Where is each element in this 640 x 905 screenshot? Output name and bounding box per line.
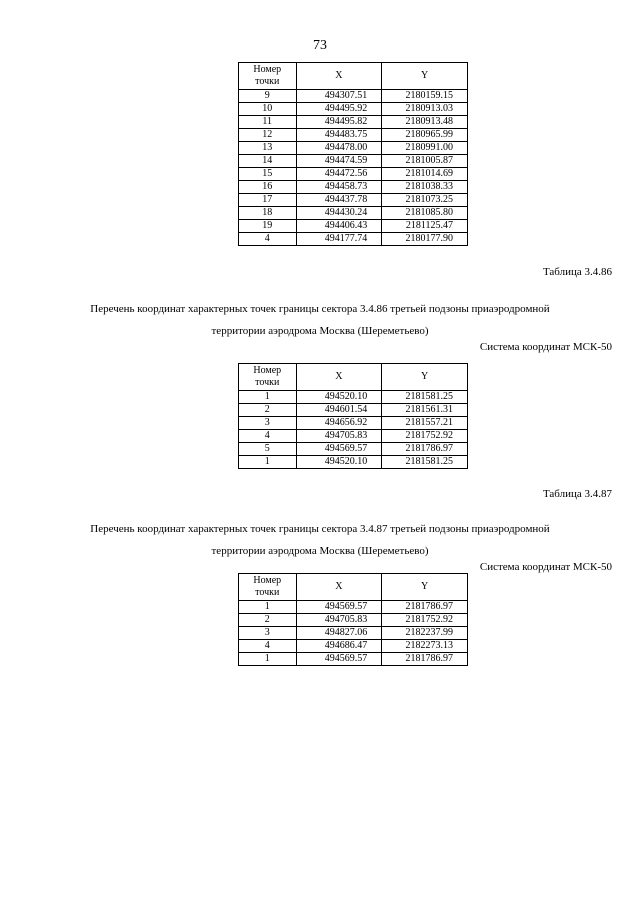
page-number: 73 [313,38,327,53]
table-body [239,90,468,246]
header-point-number [239,574,297,601]
cell-point-number: 4 [239,640,297,653]
table-caption-3-4-86 [0,298,640,342]
header-point-number [239,364,297,391]
table-caption-3-4-87 [0,518,640,562]
cell-point-number: 4 [239,430,297,443]
cell-point-number: 1 [239,456,297,469]
header-y: Y [382,63,468,90]
table-row [239,168,468,181]
table-row [239,207,468,220]
cell-x: 494569.57 [296,443,382,456]
header-point-number-line2: точки [255,76,280,87]
cell-y: 2181014.69 [382,168,468,181]
table-row [239,391,468,404]
coordinates-table-continuation [238,62,468,246]
table-header-row [239,63,468,90]
cell-x: 494569.57 [296,601,382,614]
table-row [239,627,468,640]
cell-y: 2181561.31 [382,404,468,417]
table-row [239,181,468,194]
cell-y: 2181581.25 [382,456,468,469]
cell-point-number: 14 [239,155,297,168]
table-label-3-4-86: Таблица 3.4.86 [542,266,612,278]
header-point-number-line1: Номер [253,575,282,586]
cell-point-number: 5 [239,443,297,456]
table-row [239,116,468,129]
cell-y: 2181786.97 [382,601,468,614]
table-row [239,90,468,103]
cell-x: 494569.57 [296,653,382,666]
table-row [239,601,468,614]
cell-x: 494686.47 [296,640,382,653]
cell-point-number: 1 [239,653,297,666]
cell-x: 494705.83 [296,430,382,443]
table-row [239,103,468,116]
table-row [239,129,468,142]
cell-point-number: 13 [239,142,297,155]
table-row [239,417,468,430]
header-x: X [296,63,382,90]
cell-y: 2182237.99 [382,627,468,640]
header-y: Y [382,574,468,601]
coordinate-system-label: Система координат МСК-50 [479,561,612,573]
cell-x: 494406.43 [296,220,382,233]
cell-y: 2180991.00 [382,142,468,155]
cell-y: 2182273.13 [382,640,468,653]
cell-point-number: 15 [239,168,297,181]
cell-x: 494478.00 [296,142,382,155]
cell-x: 494520.10 [296,456,382,469]
table-row [239,142,468,155]
cell-x: 494437.78 [296,194,382,207]
cell-point-number: 2 [239,404,297,417]
header-point-number-line1: Номер [253,64,282,75]
cell-x: 494495.82 [296,116,382,129]
cell-y: 2181786.97 [382,653,468,666]
caption-line-1: Перечень координат характерных точек границы сектора 3.4.86 третьей подзоны приаэродромной [90,303,550,315]
coordinates-table-3-4-86 [238,363,468,469]
cell-point-number: 3 [239,417,297,430]
cell-y: 2180159.15 [382,90,468,103]
table-row [239,443,468,456]
table-row [239,233,468,246]
cell-x: 494520.10 [296,391,382,404]
cell-point-number: 12 [239,129,297,142]
cell-point-number: 9 [239,90,297,103]
cell-point-number: 4 [239,233,297,246]
cell-x: 494483.75 [296,129,382,142]
cell-point-number: 1 [239,391,297,404]
cell-point-number: 19 [239,220,297,233]
header-y: Y [382,364,468,391]
cell-y: 2181073.25 [382,194,468,207]
caption-line-2: территории аэродрома Москва (Шереметьево) [211,545,429,557]
cell-point-number: 18 [239,207,297,220]
cell-y: 2181125.47 [382,220,468,233]
cell-x: 494177.74 [296,233,382,246]
table-row [239,155,468,168]
header-point-number-line2: точки [255,587,280,598]
header-x: X [296,574,382,601]
cell-y: 2181581.25 [382,391,468,404]
cell-y: 2181752.92 [382,430,468,443]
cell-x: 494472.56 [296,168,382,181]
table-row [239,430,468,443]
table-body [239,391,468,469]
header-x: X [296,364,382,391]
caption-line-1: Перечень координат характерных точек границы сектора 3.4.87 третьей подзоны приаэродромной [90,523,550,535]
cell-x: 494495.92 [296,103,382,116]
cell-y: 2181038.33 [382,181,468,194]
cell-y: 2181005.87 [382,155,468,168]
cell-y: 2181752.92 [382,614,468,627]
table-row [239,220,468,233]
cell-x: 494705.83 [296,614,382,627]
header-point-number [239,63,297,90]
cell-x: 494656.92 [296,417,382,430]
table-row [239,653,468,666]
cell-y: 2180177.90 [382,233,468,246]
cell-y: 2180913.48 [382,116,468,129]
table-header-row [239,364,468,391]
caption-line-2: территории аэродрома Москва (Шереметьево) [211,325,429,337]
table-body [239,601,468,666]
table-row [239,640,468,653]
coordinates-table-3-4-87 [238,573,468,666]
cell-x: 494601.54 [296,404,382,417]
cell-point-number: 10 [239,103,297,116]
cell-x: 494307.51 [296,90,382,103]
cell-x: 494474.59 [296,155,382,168]
cell-y: 2181085.80 [382,207,468,220]
cell-y: 2180965.99 [382,129,468,142]
table-label-3-4-87: Таблица 3.4.87 [542,488,612,500]
table-row [239,194,468,207]
table-row [239,614,468,627]
cell-y: 2180913.03 [382,103,468,116]
cell-point-number: 3 [239,627,297,640]
table-header-row [239,574,468,601]
cell-point-number: 17 [239,194,297,207]
cell-point-number: 2 [239,614,297,627]
table-row [239,404,468,417]
header-point-number-line2: точки [255,377,280,388]
cell-point-number: 11 [239,116,297,129]
coordinate-system-label: Система координат МСК-50 [479,341,612,353]
table-row [239,456,468,469]
cell-x: 494430.24 [296,207,382,220]
cell-point-number: 1 [239,601,297,614]
cell-x: 494458.73 [296,181,382,194]
cell-y: 2181786.97 [382,443,468,456]
header-point-number-line1: Номер [253,365,282,376]
cell-x: 494827.06 [296,627,382,640]
cell-y: 2181557.21 [382,417,468,430]
cell-point-number: 16 [239,181,297,194]
